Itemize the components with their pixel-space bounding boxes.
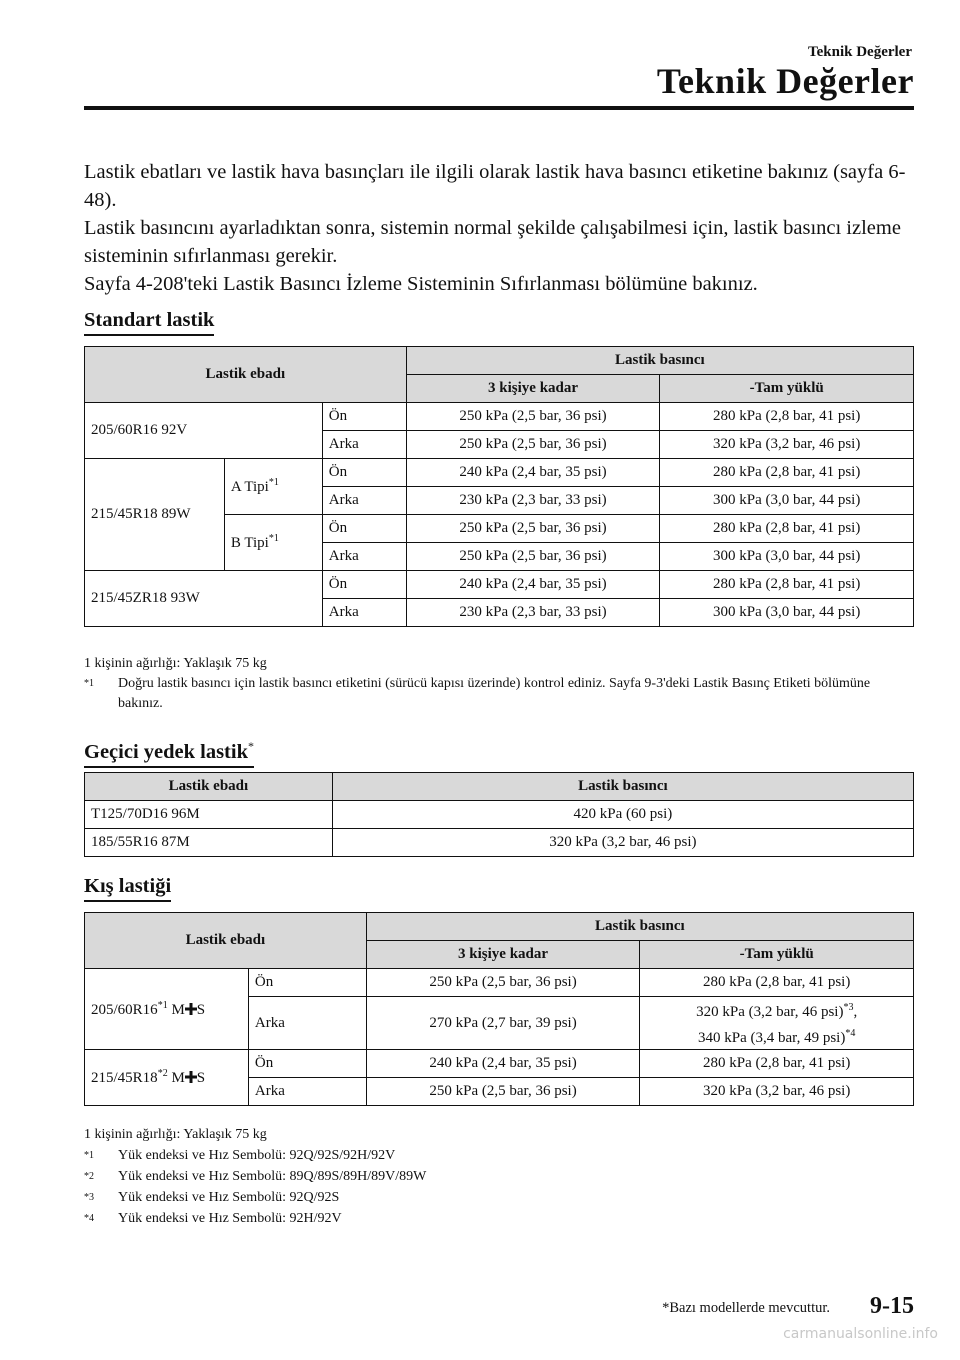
plus-icon	[185, 1071, 197, 1083]
intro-text	[84, 158, 924, 298]
footnote: *3 Yük endeksi ve Hız Sembolü: 92Q/92S	[84, 1190, 340, 1205]
header-cell: Lastik ebadı	[85, 347, 407, 403]
winter-notes	[84, 1124, 914, 1229]
intro-paragraph: Sayfa 4-208'teki Lastik Basıncı İzleme Sisteminin Sıfırlanması bölümüne bakınız.	[84, 273, 758, 295]
table-row: 185/55R16 87M 320 kPa (3,2 bar, 46 psi)	[85, 829, 914, 857]
winter-tire-table	[84, 912, 914, 1106]
header-cell: 3 kişiye kadar	[406, 375, 660, 403]
header-cell: Lastik basıncı	[406, 347, 913, 375]
section-title-standard: Standart lastik	[84, 308, 214, 336]
table-row: Arka 230 kPa (2,3 bar, 33 psi) 300 kPa (3,0 bar, 44 psi)	[85, 599, 914, 627]
table-row: Arka 270 kPa (2,7 bar, 39 psi) 320 kPa (3,2 bar, 46 psi)$^{*3}$, 340 kPa (3,4 bar, 49 psi)$^{*4}$	[85, 997, 914, 1050]
type-b-cell: B Tipi$^{*1}$	[224, 515, 322, 571]
table-row: B Tipi$^{*1}$ Ön 250 kPa (2,5 bar, 36 psi) 280 kPa (2,8 bar, 41 psi)	[85, 515, 914, 543]
table-row: 215/45R18 89W A Tipi$^{*1}$ Ön 240 kPa (2,4 bar, 35 psi) 280 kPa (2,8 bar, 41 psi)	[85, 459, 914, 487]
header-cell: Lastik ebadı	[85, 773, 333, 801]
table-row: Arka 250 kPa (2,5 bar, 36 psi) 300 kPa (3,0 bar, 44 psi)	[85, 543, 914, 571]
table-row: 205/60R16$^{*1}$ M S Ön 250 kPa (2,5 bar, 36 psi) 280 kPa (2,8 bar, 41 psi)	[85, 969, 914, 997]
header-cell: -Tam yüklü	[640, 941, 914, 969]
table-row: Arka 250 kPa (2,5 bar, 36 psi) 320 kPa (3,2 bar, 46 psi)	[85, 1078, 914, 1106]
header-cell: Lastik basıncı	[366, 913, 913, 941]
header-cell: 3 kişiye kadar	[366, 941, 640, 969]
header-cell: -Tam yüklü	[660, 375, 914, 403]
section-title-winter: Kış lastiği	[84, 874, 171, 902]
header-cell: Lastik ebadı	[85, 913, 367, 969]
plus-icon	[185, 1003, 197, 1015]
tire-size-cell: 215/45R18$^{*2}$ M S	[85, 1050, 249, 1106]
header-rule	[84, 106, 914, 110]
footnote: *1 Yük endeksi ve Hız Sembolü: 92Q/92S/92H/92V	[84, 1148, 396, 1163]
weight-note: 1 kişinin ağırlığı: Yaklaşık 75 kg	[84, 656, 267, 671]
table-row: Arka 230 kPa (2,3 bar, 33 psi) 300 kPa (3,0 bar, 44 psi)	[85, 487, 914, 515]
footnote: *4 Yük endeksi ve Hız Sembolü: 92H/92V	[84, 1211, 342, 1226]
running-header: Teknik Değerler	[807, 44, 912, 60]
table-row: Arka 250 kPa (2,5 bar, 36 psi) 320 kPa (3,2 bar, 46 psi)	[85, 431, 914, 459]
table-row: 215/45ZR18 93W Ön 240 kPa (2,4 bar, 35 psi) 280 kPa (2,8 bar, 41 psi)	[85, 571, 914, 599]
section-title-spare: Geçici yedek lastik*	[84, 734, 254, 768]
footnote: *2 Yük endeksi ve Hız Sembolü: 89Q/89S/89H/89V/89W	[84, 1169, 427, 1184]
standard-notes	[84, 654, 914, 714]
multi-value-cell: 320 kPa (3,2 bar, 46 psi)$^{*3}$, 340 kPa (3,4 bar, 49 psi)$^{*4}$	[640, 997, 914, 1050]
header-cell: Lastik basıncı	[332, 773, 913, 801]
intro-paragraph: Lastik basıncını ayarladıktan sonra, sistemin normal şekilde çalışabilmesi için, lastik basıncı izleme sisteminin sıfırlanması gerekir.	[84, 217, 901, 267]
tire-size-cell: 205/60R16$^{*1}$ M S	[85, 969, 249, 1050]
standard-tire-table	[84, 346, 914, 627]
page-title: Teknik Değerler	[656, 61, 914, 101]
spare-tire-table	[84, 772, 914, 857]
watermark: carmanualsonline.info	[783, 1326, 938, 1342]
table-row: 205/60R16 92V Ön 250 kPa (2,5 bar, 36 psi) 280 kPa (2,8 bar, 41 psi)	[85, 403, 914, 431]
page-number: 9-15	[870, 1293, 914, 1319]
weight-note: 1 kişinin ağırlığı: Yaklaşık 75 kg	[84, 1127, 267, 1142]
table-row: T125/70D16 96M 420 kPa (60 psi)	[85, 801, 914, 829]
table-row: 215/45R18$^{*2}$ M S Ön 240 kPa (2,4 bar, 35 psi) 280 kPa (2,8 bar, 41 psi)	[85, 1050, 914, 1078]
availability-note: *Bazı modellerde mevcuttur.	[662, 1300, 830, 1316]
intro-paragraph: Lastik ebatları ve lastik hava basınçları ile ilgili olarak lastik hava basıncı etiketine bakınız (sayfa 6-48).	[84, 161, 906, 211]
footnote: *1 Doğru lastik basıncı için lastik basıncı etiketini (sürücü kapısı üzerinde) kontrol ediniz. Sayfa 9-3'deki Lastik Basınç Etiketi bölümüne bakınız.	[84, 676, 871, 711]
type-a-cell: A Tipi$^{*1}$	[224, 459, 322, 515]
